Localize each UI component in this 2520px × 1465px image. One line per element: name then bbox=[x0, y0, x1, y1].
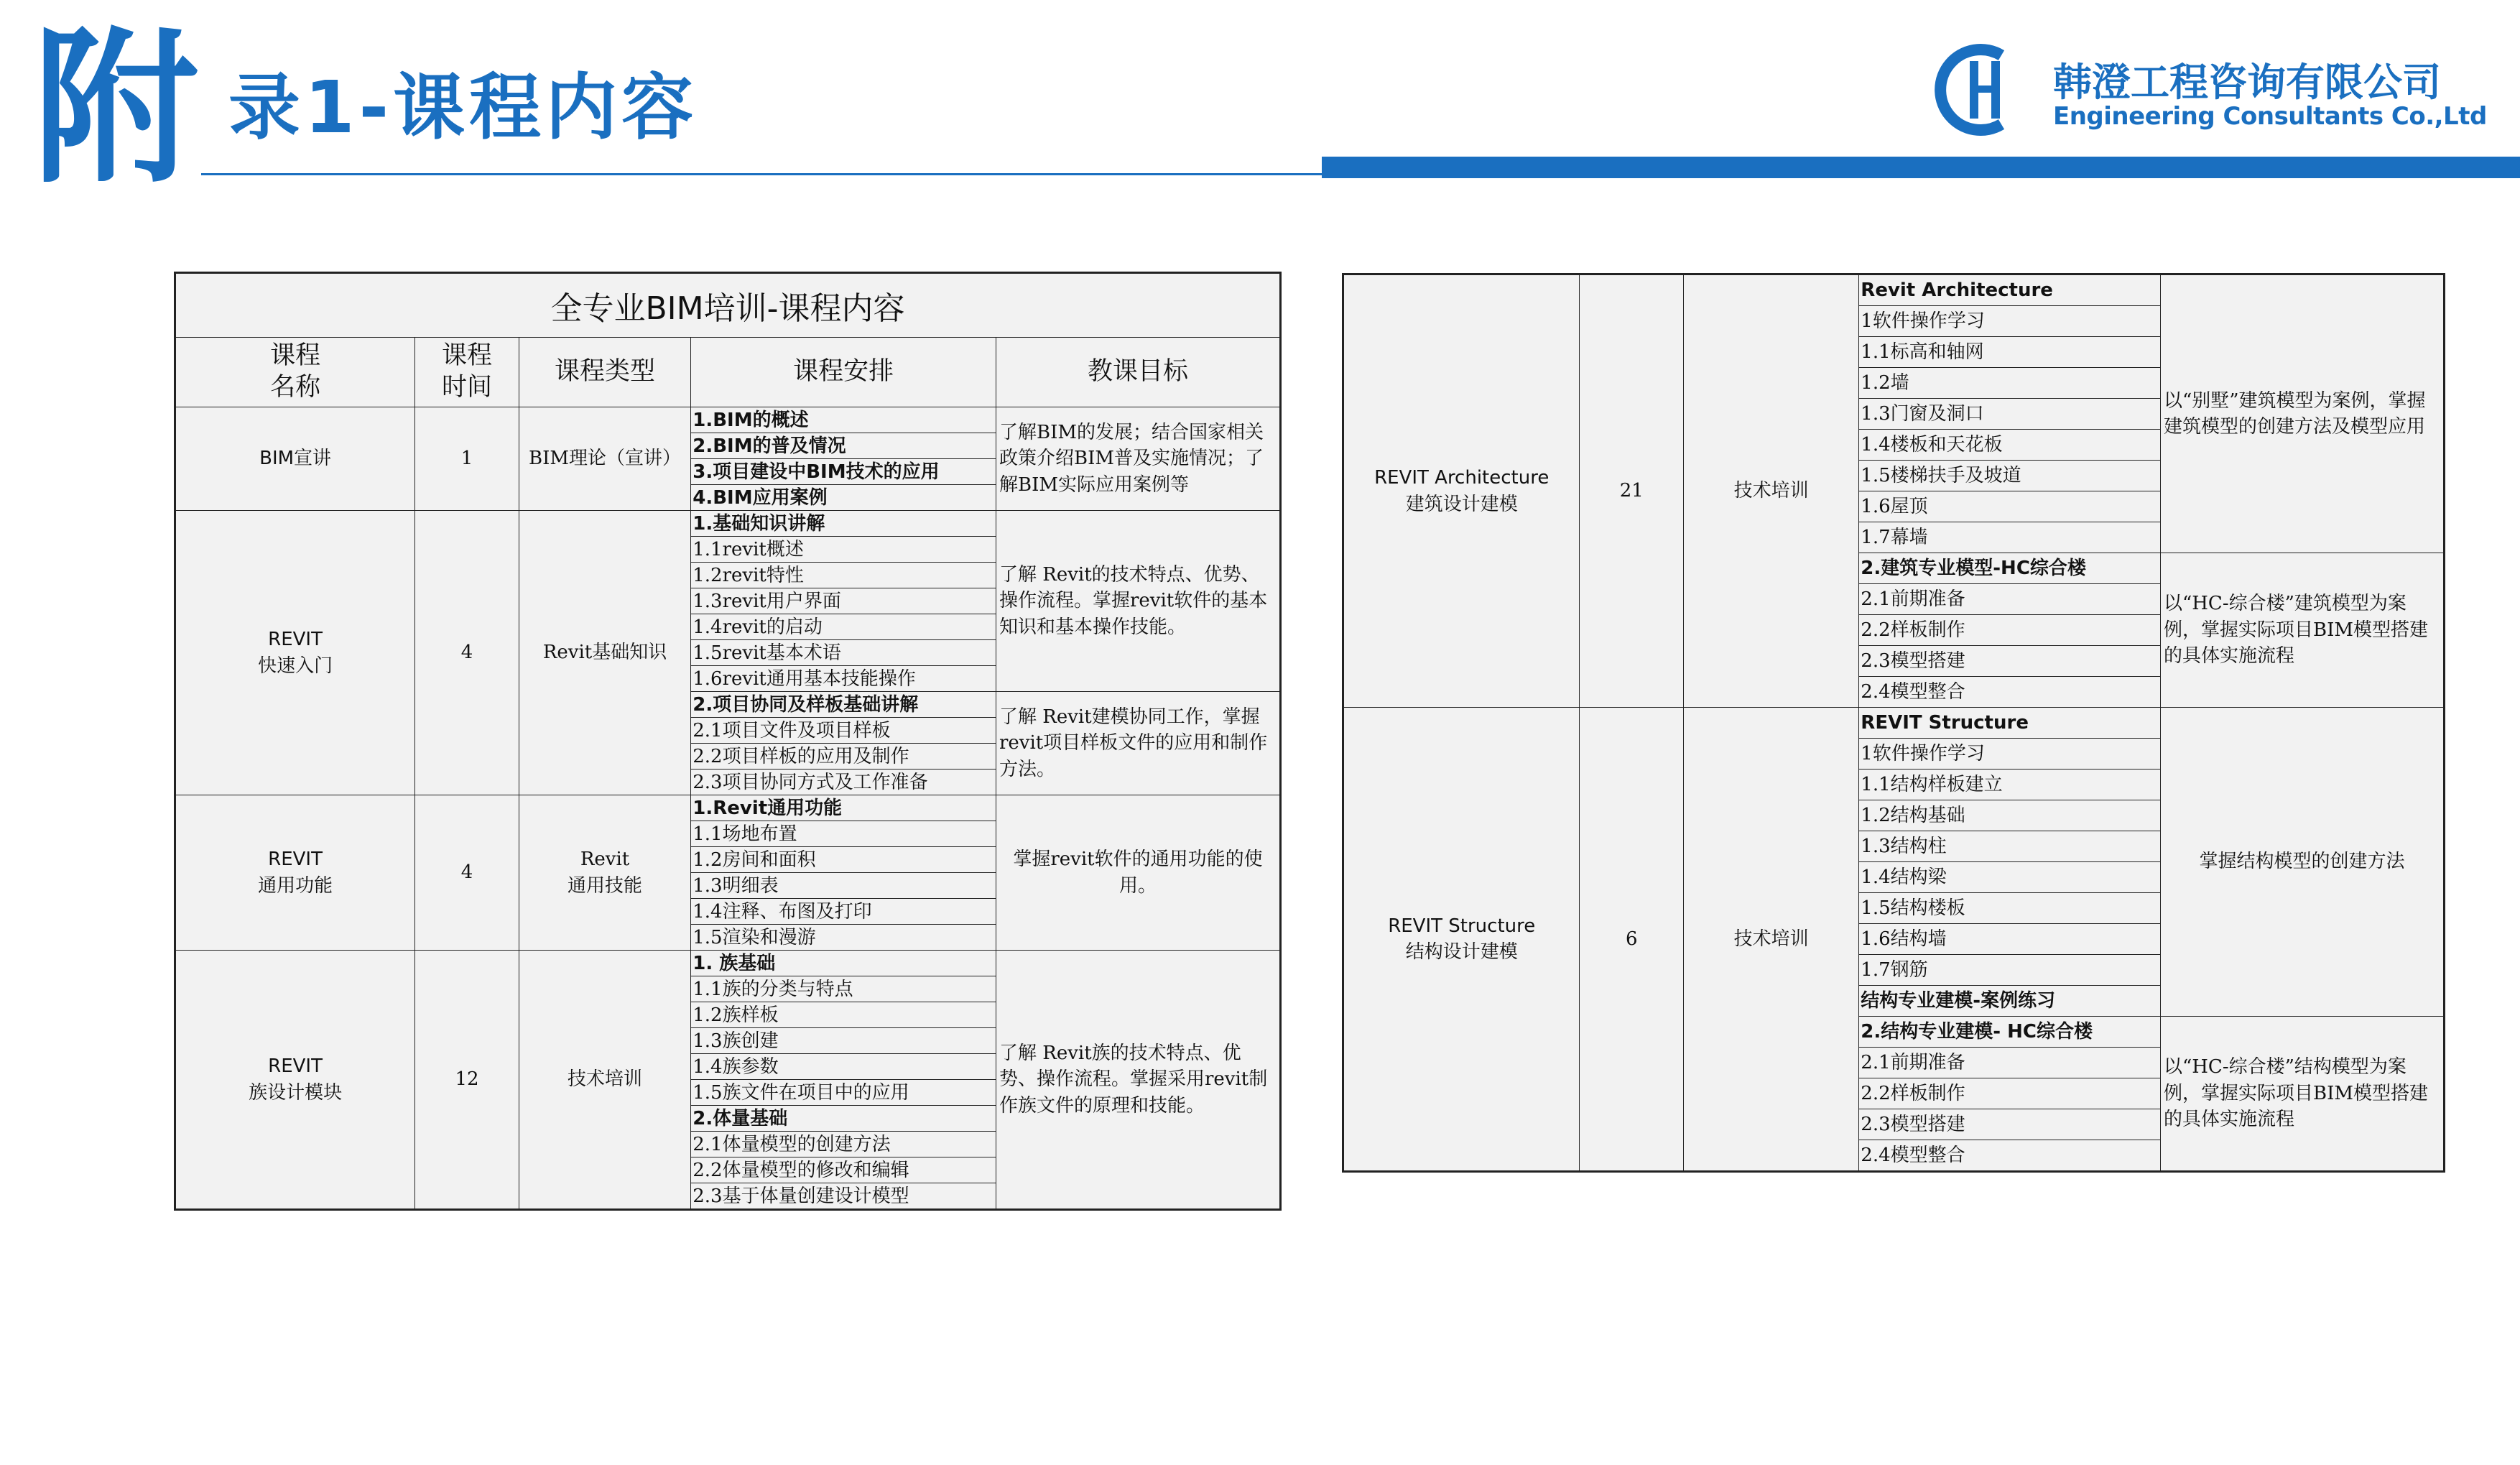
t2-schedule-item: 2.结构专业建模- HC综合楼 bbox=[1859, 1017, 2161, 1048]
company-logo-icon bbox=[1932, 40, 2033, 140]
t2-schedule-item: 1.6屋顶 bbox=[1859, 491, 2161, 522]
t1-schedule-item: 2.2项目样板的应用及制作 bbox=[691, 744, 996, 770]
t2-schedule-item: 1.7幕墙 bbox=[1859, 522, 2161, 553]
header-big-char: 附 bbox=[33, 14, 199, 205]
t2-course-hours: 21 bbox=[1580, 274, 1684, 708]
t1-course-type: 技术培训 bbox=[519, 951, 690, 1210]
t2-course-name: REVIT Structure 结构设计建模 bbox=[1343, 708, 1580, 1172]
t1-schedule-item: 1.4注释、布图及打印 bbox=[691, 899, 996, 925]
t2-schedule-item: 1.1标高和轴网 bbox=[1859, 337, 2161, 368]
t1-course-hours: 4 bbox=[415, 511, 519, 795]
t1-schedule-item: 1.4revit的启动 bbox=[691, 614, 996, 640]
t2-schedule-item: 2.3模型搭建 bbox=[1859, 1109, 2161, 1140]
t1-course-goal: 了解 Revit的技术特点、优势、操作流程。掌握revit软件的基本知识和基本操作技能。 bbox=[996, 511, 1280, 692]
t1-schedule-item: 1.5渲染和漫游 bbox=[691, 925, 996, 951]
t2-schedule-item: 1.6结构墙 bbox=[1859, 924, 2161, 955]
t2-course-goal: 以“别墅”建筑模型为案例，掌握建筑模型的创建方法及模型应用 bbox=[2160, 274, 2444, 553]
t2-schedule-item: 1.3门窗及洞口 bbox=[1859, 399, 2161, 430]
t1-schedule-item: 1.1场地布置 bbox=[691, 821, 996, 847]
t2-schedule-item: 2.建筑专业模型-HC综合楼 bbox=[1859, 553, 2161, 584]
t1-schedule-item: 1.5族文件在项目中的应用 bbox=[691, 1080, 996, 1106]
course-table-right bbox=[1342, 273, 2445, 1173]
t1-schedule-item: 2.1体量模型的创建方法 bbox=[691, 1132, 996, 1157]
t2-course-goal: 以“HC-综合楼”建筑模型为案例，掌握实际项目BIM模型搭建的具体实施流程 bbox=[2160, 553, 2444, 708]
col-header-schedule: 课程安排 bbox=[691, 338, 996, 407]
t2-schedule-item: 1软件操作学习 bbox=[1859, 306, 2161, 337]
t1-course-name: REVIT 快速入门 bbox=[175, 511, 415, 795]
t2-schedule-item: 1.5楼梯扶手及坡道 bbox=[1859, 461, 2161, 491]
t1-course-goal: 了解 Revit族的技术特点、优势、操作流程。掌握采用revit制作族文件的原理和技能。 bbox=[996, 951, 1280, 1210]
t2-course-hours: 6 bbox=[1580, 708, 1684, 1172]
t2-schedule-item: 1.7钢筋 bbox=[1859, 955, 2161, 986]
t2-schedule-item: 2.1前期准备 bbox=[1859, 1048, 2161, 1078]
t1-schedule-item: 1.3明细表 bbox=[691, 873, 996, 899]
t1-schedule-item: 3.项目建设中BIM技术的应用 bbox=[691, 459, 996, 485]
t2-schedule-item: 2.4模型整合 bbox=[1859, 1140, 2161, 1172]
t1-schedule-item: 2.1项目文件及项目样板 bbox=[691, 718, 996, 744]
t2-schedule-item: 1.4结构梁 bbox=[1859, 862, 2161, 893]
course-table-left bbox=[174, 272, 1282, 1211]
t2-schedule-item: 1.5结构楼板 bbox=[1859, 893, 2161, 924]
col-header-hours: 课程 时间 bbox=[415, 338, 519, 407]
t1-schedule-item: 1.Revit通用功能 bbox=[691, 795, 996, 821]
t1-course-type: BIM理论（宣讲） bbox=[519, 407, 690, 511]
t2-schedule-item: REVIT Structure bbox=[1859, 708, 2161, 739]
t1-course-name: REVIT 族设计模块 bbox=[175, 951, 415, 1210]
t2-schedule-item: 1软件操作学习 bbox=[1859, 739, 2161, 770]
t1-course-hours: 1 bbox=[415, 407, 519, 511]
t1-course-goal: 掌握revit软件的通用功能的使用。 bbox=[996, 795, 1280, 951]
t1-schedule-item: 2.体量基础 bbox=[691, 1106, 996, 1132]
t1-schedule-item: 1.2revit特性 bbox=[691, 563, 996, 588]
t1-schedule-item: 2.3基于体量创建设计模型 bbox=[691, 1183, 996, 1210]
t2-schedule-item: 1.4楼板和天花板 bbox=[1859, 430, 2161, 461]
t1-course-goal: 了解 Revit建模协同工作，掌握revit项目样板文件的应用和制作方法。 bbox=[996, 692, 1280, 795]
t2-schedule-item: 结构专业建模-案例练习 bbox=[1859, 986, 2161, 1017]
t2-schedule-item: 2.2样板制作 bbox=[1859, 615, 2161, 646]
t1-schedule-item: 1.2族样板 bbox=[691, 1002, 996, 1028]
t2-course-goal: 掌握结构模型的创建方法 bbox=[2160, 708, 2444, 1017]
t2-schedule-item: Revit Architecture bbox=[1859, 274, 2161, 306]
t1-schedule-item: 4.BIM应用案例 bbox=[691, 485, 996, 511]
t2-schedule-item: 1.3结构柱 bbox=[1859, 831, 2161, 862]
t1-schedule-item: 1.4族参数 bbox=[691, 1054, 996, 1080]
t2-course-type: 技术培训 bbox=[1684, 708, 1859, 1172]
t1-course-hours: 4 bbox=[415, 795, 519, 951]
col-header-name: 课程 名称 bbox=[175, 338, 415, 407]
t2-schedule-item: 1.2结构基础 bbox=[1859, 800, 2161, 831]
col-header-goal: 教课目标 bbox=[996, 338, 1280, 407]
t2-course-name: REVIT Architecture 建筑设计建模 bbox=[1343, 274, 1580, 708]
page-title: 录1-课程内容 bbox=[228, 65, 698, 149]
t1-schedule-item: 1. 族基础 bbox=[691, 951, 996, 976]
t2-schedule-item: 2.3模型搭建 bbox=[1859, 646, 2161, 677]
header-accent-bar bbox=[1322, 157, 2520, 178]
t1-schedule-item: 1.3revit用户界面 bbox=[691, 588, 996, 614]
t1-schedule-item: 1.6revit通用基本技能操作 bbox=[691, 666, 996, 692]
t1-course-hours: 12 bbox=[415, 951, 519, 1210]
t2-course-goal: 以“HC-综合楼”结构模型为案例，掌握实际项目BIM模型搭建的具体实施流程 bbox=[2160, 1017, 2444, 1172]
company-name-en: Engineering Consultants Co.,Ltd bbox=[2053, 102, 2487, 131]
t2-schedule-item: 1.2墙 bbox=[1859, 368, 2161, 399]
t1-course-name: BIM宣讲 bbox=[175, 407, 415, 511]
t1-schedule-item: 2.项目协同及样板基础讲解 bbox=[691, 692, 996, 718]
table-caption: 全专业BIM培训-课程内容 bbox=[175, 273, 1281, 338]
t1-schedule-item: 1.1族的分类与特点 bbox=[691, 976, 996, 1002]
t2-schedule-item: 2.1前期准备 bbox=[1859, 584, 2161, 615]
t1-schedule-item: 1.5revit基本术语 bbox=[691, 640, 996, 666]
t1-schedule-item: 1.3族创建 bbox=[691, 1028, 996, 1054]
t1-schedule-item: 1.1revit概述 bbox=[691, 537, 996, 563]
t2-schedule-item: 2.2样板制作 bbox=[1859, 1078, 2161, 1109]
t1-course-type: Revit 通用技能 bbox=[519, 795, 690, 951]
t1-course-type: Revit基础知识 bbox=[519, 511, 690, 795]
t1-schedule-item: 2.2体量模型的修改和编辑 bbox=[691, 1157, 996, 1183]
t1-schedule-item: 2.BIM的普及情况 bbox=[691, 433, 996, 459]
t1-schedule-item: 1.2房间和面积 bbox=[691, 847, 996, 873]
t1-schedule-item: 1.基础知识讲解 bbox=[691, 511, 996, 537]
col-header-type: 课程类型 bbox=[519, 338, 690, 407]
company-name-cn: 韩澄工程咨询有限公司 bbox=[2053, 60, 2441, 105]
t1-schedule-item: 1.BIM的概述 bbox=[691, 407, 996, 433]
t2-schedule-item: 2.4模型整合 bbox=[1859, 677, 2161, 708]
t1-schedule-item: 2.3项目协同方式及工作准备 bbox=[691, 770, 996, 795]
t1-course-goal: 了解BIM的发展；结合国家相关政策介绍BIM普及实施情况；了解BIM实际应用案例等 bbox=[996, 407, 1280, 511]
t2-course-type: 技术培训 bbox=[1684, 274, 1859, 708]
t2-schedule-item: 1.1结构样板建立 bbox=[1859, 770, 2161, 800]
header-underline bbox=[201, 173, 1322, 175]
t1-course-name: REVIT 通用功能 bbox=[175, 795, 415, 951]
